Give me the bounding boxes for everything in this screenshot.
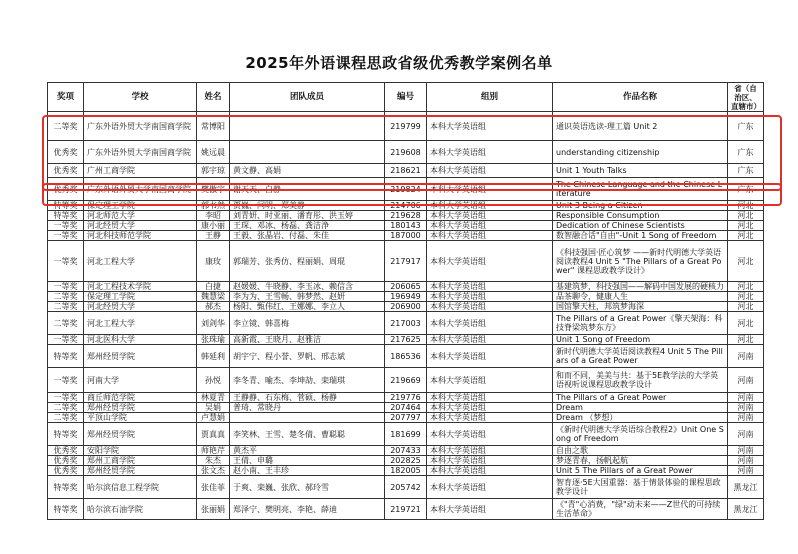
cell-province: 黑龙江 [728, 476, 764, 499]
cell-name: 郭宇琼 [197, 164, 230, 178]
table-row [48, 241, 764, 282]
cell-name: 孙悦 [197, 368, 230, 393]
cell-work: 国馆擎天柱，邦筑梦海深 [553, 302, 728, 312]
cell-id: 202825 [385, 456, 427, 466]
cell-province: 河南 [728, 393, 764, 403]
column-header: 编号 [385, 83, 427, 112]
cell-work: The Pillars of a Great Power [553, 393, 728, 403]
cell-id: 214706 [385, 201, 427, 211]
table-row [48, 393, 764, 403]
cell-school: 河北师范大学 [84, 211, 197, 221]
cell-award: 二等奖 [48, 413, 84, 423]
cell-award: 一等奖 [48, 221, 84, 231]
cell-school: 广东外语外贸大学南国商学院 [84, 112, 197, 141]
cell-school: 河南大学 [84, 368, 197, 393]
cell-group: 本科大学英语组 [427, 302, 553, 312]
cell-name: 魏慧梁 [197, 292, 230, 302]
cell-name: 卢慧娟 [197, 413, 230, 423]
cell-name: 贾真真 [197, 423, 230, 446]
cell-work: 《新时代明德大学英语综合教程2》Unit One Song of Freedom [553, 423, 728, 446]
cell-school: 河北科技师范学院 [84, 231, 197, 241]
cell-province: 广东 [728, 141, 764, 164]
cell-award: 优秀奖 [48, 456, 84, 466]
cell-province: 河北 [728, 282, 764, 292]
award-table [47, 82, 764, 520]
table-row [48, 282, 764, 292]
cell-group: 本科大学英语组 [427, 282, 553, 292]
cell-work: The Chinese Language and the Chinese Literature [553, 178, 728, 201]
cell-name: 康小丽 [197, 221, 230, 231]
cell-award: 一等奖 [48, 393, 84, 403]
cell-work: Dream （梦想） [553, 413, 728, 423]
cell-name: 刘剑华 [197, 312, 230, 335]
cell-award: 特等奖 [48, 499, 84, 520]
cell-award: 二等奖 [48, 403, 84, 413]
table-row [48, 178, 764, 201]
cell-team [230, 112, 385, 141]
cell-school: 安阳学院 [84, 446, 197, 456]
cell-id: 219824 [385, 178, 427, 201]
cell-work: Unit 3 Being a Citizen [553, 201, 728, 211]
cell-work: Unit 1 Song of Freedom [553, 335, 728, 345]
cell-work: 基建筑梦，科技强国——解码中国发展的硬核力 [553, 282, 728, 292]
cell-id: 186536 [385, 345, 427, 368]
cell-team: 普琦、常晓丹 [230, 403, 385, 413]
cell-province: 河南 [728, 456, 764, 466]
cell-award: 优秀奖 [48, 141, 84, 164]
cell-province: 河北 [728, 312, 764, 335]
cell-id: 206065 [385, 282, 427, 292]
cell-award: 二等奖 [48, 112, 84, 141]
cell-school: 哈尔滨信息工程学院 [84, 476, 197, 499]
cell-province: 河北 [728, 241, 764, 282]
cell-id: 219628 [385, 211, 427, 221]
cell-team: 黄文静、高娟 [230, 164, 385, 178]
cell-name: 吴娟 [197, 403, 230, 413]
cell-id: 205742 [385, 476, 427, 499]
cell-team: 郭瑞芳、张秀仿、程丽娟、周琨 [230, 241, 385, 282]
cell-school: 河北工程大学 [84, 241, 197, 282]
table-row [48, 413, 764, 423]
cell-team: 赵媛媛、牛晓静、李玉冰、赖信含 [230, 282, 385, 292]
cell-work: 《"青"心消费，"绿"动未来——Z世代的可持续生活革命》 [553, 499, 728, 520]
cell-name: 王静 [197, 231, 230, 241]
cell-id: 206900 [385, 302, 427, 312]
cell-award: 一等奖 [48, 282, 84, 292]
cell-award: 优秀奖 [48, 164, 84, 178]
cell-school: 哈尔滨石油学院 [84, 499, 197, 520]
cell-work: Responsible Consumption [553, 211, 728, 221]
cell-id: 187000 [385, 231, 427, 241]
cell-group: 本科大学英语组 [427, 413, 553, 423]
table-row [48, 403, 764, 413]
cell-award: 优秀奖 [48, 466, 84, 476]
cell-school: 广东外语外贸大学南国商学院 [84, 178, 197, 201]
cell-school: 广州工商学院 [84, 164, 197, 178]
cell-group: 本科大学英语组 [427, 403, 553, 413]
cell-province: 河南 [728, 345, 764, 368]
table-row [48, 446, 764, 456]
cell-name: 林夏青 [197, 393, 230, 403]
cell-school: 郑州经贸学院 [84, 345, 197, 368]
cell-id: 207797 [385, 413, 427, 423]
cell-work: Dream [553, 403, 728, 413]
cell-team: 郑泽宁、樊明亮、李艳、薛迪 [230, 499, 385, 520]
cell-team [230, 413, 385, 423]
cell-group: 本科大学英语组 [427, 368, 553, 393]
cell-team: 谢天天、白静 [230, 178, 385, 201]
cell-team: 王毅、张晶岩、付磊、朱佳 [230, 231, 385, 241]
cell-name: 郭书然 [197, 201, 230, 211]
cell-name: 姚远晨 [197, 141, 230, 164]
cell-name: 韩延利 [197, 345, 230, 368]
table-row [48, 345, 764, 368]
cell-school: 平顶山学院 [84, 413, 197, 423]
cell-work: Unit 5 The Pillars of a Great Power [553, 466, 728, 476]
cell-work: 数智融合话"自由"-Unit 1 Song of Freedom [553, 231, 728, 241]
cell-work: Dedication of Chinese Scientists [553, 221, 728, 231]
cell-work: 自由之歌 [553, 446, 728, 456]
cell-team: 黄杰平 [230, 446, 385, 456]
cell-province: 广东 [728, 112, 764, 141]
table-row [48, 335, 764, 345]
cell-id: 207433 [385, 446, 427, 456]
table-row [48, 312, 764, 335]
cell-award: 一等奖 [48, 231, 84, 241]
cell-group: 本科大学英语组 [427, 499, 553, 520]
cell-id: 217625 [385, 335, 427, 345]
cell-province: 黑龙江 [728, 499, 764, 520]
cell-group: 本科大学英语组 [427, 178, 553, 201]
cell-id: 217003 [385, 312, 427, 335]
cell-province: 河南 [728, 413, 764, 423]
column-header: 组别 [427, 83, 553, 112]
table-row [48, 466, 764, 476]
cell-group: 本科大学英语组 [427, 466, 553, 476]
cell-team [230, 141, 385, 164]
cell-work: 智育逐·5E大国重器：基于情景体验的课程思政教学设计 [553, 476, 728, 499]
cell-team: 王琛、邓冰、杨磊、龚洁浄 [230, 221, 385, 231]
column-header: 省（自治区、直辖市） [728, 83, 764, 112]
cell-school: 郑州工商学院 [84, 456, 197, 466]
table-row [48, 499, 764, 520]
cell-province: 河北 [728, 211, 764, 221]
cell-group: 本科大学英语组 [427, 241, 553, 282]
cell-school: 郑州经贸学院 [84, 423, 197, 446]
column-header: 作品名称 [553, 83, 728, 112]
cell-group: 本科大学英语组 [427, 456, 553, 466]
cell-province: 广东 [728, 178, 764, 201]
cell-province: 河北 [728, 201, 764, 211]
cell-group: 本科大学英语组 [427, 312, 553, 335]
cell-work: The Pillars of a Great Power《擎天架海：科技脊梁筑梦东方》 [553, 312, 728, 335]
cell-group: 本科大学英语组 [427, 446, 553, 456]
table-row [48, 476, 764, 499]
cell-name: 张丽娟 [197, 499, 230, 520]
table-row [48, 112, 764, 141]
table-row [48, 201, 764, 211]
cell-province: 河北 [728, 221, 764, 231]
cell-name: 常博阳 [197, 112, 230, 141]
cell-school: 郑州经贸学院 [84, 403, 197, 413]
cell-award: 特等奖 [48, 476, 84, 499]
cell-province: 河南 [728, 423, 764, 446]
cell-team: 李立镜、韩喜梅 [230, 312, 385, 335]
cell-name: 康玫 [197, 241, 230, 282]
cell-group: 本科大学英语组 [427, 211, 553, 221]
cell-team: 刘青妍、时亚丽、潘育彤、洪玉婷 [230, 211, 385, 221]
cell-school: 广东外语外贸大学南国商学院 [84, 141, 197, 164]
cell-award: 一等奖 [48, 368, 84, 393]
cell-school: 河北医科大学 [84, 335, 197, 345]
cell-province: 河南 [728, 368, 764, 393]
cell-team: 于爽、栾巍、张欣、郝玲雪 [230, 476, 385, 499]
cell-award: 优秀奖 [48, 178, 84, 201]
cell-team: 王倩、申璐 [230, 456, 385, 466]
cell-id: 219608 [385, 141, 427, 164]
cell-name: 张文杰 [197, 466, 230, 476]
cell-name: 李昭 [197, 211, 230, 221]
cell-name: 郝杰 [197, 302, 230, 312]
cell-province: 河南 [728, 466, 764, 476]
cell-group: 本科大学英语组 [427, 201, 553, 211]
cell-work: 品茶聊令，健康人生 [553, 292, 728, 302]
cell-award: 特等奖 [48, 211, 84, 221]
cell-team: 贾巍、闫明、郑美静 [230, 201, 385, 211]
cell-name: 白捷 [197, 282, 230, 292]
cell-group: 本科大学英语组 [427, 231, 553, 241]
cell-province: 河北 [728, 231, 764, 241]
cell-team: 赵小南、王丰珍 [230, 466, 385, 476]
cell-award: 二等奖 [48, 312, 84, 335]
cell-school: 保定理工学院 [84, 201, 197, 211]
cell-school: 河北经贸大学 [84, 302, 197, 312]
cell-group: 本科大学英语组 [427, 393, 553, 403]
cell-school: 河北工程技术学院 [84, 282, 197, 292]
cell-id: 180143 [385, 221, 427, 231]
cell-province: 河北 [728, 335, 764, 345]
table-body [48, 112, 764, 520]
cell-province: 河南 [728, 403, 764, 413]
cell-team: 杨阳、甄伟红、王娜娜、李立人 [230, 302, 385, 312]
cell-group: 本科大学英语组 [427, 335, 553, 345]
cell-group: 本科大学英语组 [427, 345, 553, 368]
table-row [48, 456, 764, 466]
cell-group: 本科大学英语组 [427, 292, 553, 302]
cell-award: 一等奖 [48, 335, 84, 345]
table-header-row [48, 83, 764, 112]
cell-team: 王静静、石东梅、菅硕、杨静 [230, 393, 385, 403]
cell-work: 新时代明德大学英语阅读教程4 Unit 5 The Pillars of a Great Power [553, 345, 728, 368]
cell-group: 本科大学英语组 [427, 164, 553, 178]
table-row [48, 302, 764, 312]
cell-work: understanding citizenship [553, 141, 728, 164]
cell-award: 特等奖 [48, 423, 84, 446]
cell-id: 181699 [385, 423, 427, 446]
table-row [48, 211, 764, 221]
cell-id: 182005 [385, 466, 427, 476]
cell-team: 高新霞、王晓月、赵雅洁 [230, 335, 385, 345]
table-row [48, 221, 764, 231]
cell-id: 218621 [385, 164, 427, 178]
cell-name: 张珠瑜 [197, 335, 230, 345]
cell-school: 保定理工学院 [84, 292, 197, 302]
table-row [48, 423, 764, 446]
cell-work: Unit 1 Youth Talks [553, 164, 728, 178]
cell-id: 207464 [385, 403, 427, 413]
table-row [48, 292, 764, 302]
cell-work: 通识英语选读-理工篇 Unit 2 [553, 112, 728, 141]
cell-award: 优秀奖 [48, 446, 84, 456]
cell-award: 特等奖 [48, 345, 84, 368]
cell-school: 河北工程大学 [84, 312, 197, 335]
cell-team: 李为为、王雪畅、韩梦然、赵妍 [230, 292, 385, 302]
cell-province: 广东 [728, 164, 764, 178]
column-header: 学校 [84, 83, 197, 112]
table-row [48, 164, 764, 178]
cell-award: 二等奖 [48, 292, 84, 302]
cell-group: 本科大学英语组 [427, 423, 553, 446]
cell-team: 胡宇宁、程小誉、罗帆、邢志斌 [230, 345, 385, 368]
column-header: 姓名 [197, 83, 230, 112]
cell-award: 二等奖 [48, 302, 84, 312]
cell-work: 梦逐青春，扬帆起航 [553, 456, 728, 466]
cell-name: 朱杰 [197, 456, 230, 466]
cell-id: 196949 [385, 292, 427, 302]
cell-province: 河北 [728, 292, 764, 302]
cell-name: 樊傲宇 [197, 178, 230, 201]
cell-team: 李冬青、喻杰、李坤劼、栾瑞琪 [230, 368, 385, 393]
cell-name: 师艳芹 [197, 446, 230, 456]
cell-work: 和而不同，美美与共：基于5E教学法的大学英语视听说课程思政教学设计 [553, 368, 728, 393]
cell-group: 本科大学英语组 [427, 476, 553, 499]
table-row [48, 231, 764, 241]
cell-name: 张佳菲 [197, 476, 230, 499]
cell-id: 219721 [385, 499, 427, 520]
cell-school: 河北经贸大学 [84, 221, 197, 231]
cell-school: 商丘师范学院 [84, 393, 197, 403]
cell-award: 一等奖 [48, 241, 84, 282]
cell-id: 219799 [385, 112, 427, 141]
cell-team: 李笑林、王雪、楚冬倩、曹聪聪 [230, 423, 385, 446]
cell-group: 本科大学英语组 [427, 141, 553, 164]
cell-province: 河北 [728, 302, 764, 312]
cell-school: 郑州经贸学院 [84, 466, 197, 476]
column-header: 奖项 [48, 83, 84, 112]
column-header: 团队成员 [230, 83, 385, 112]
cell-province: 河南 [728, 446, 764, 456]
cell-id: 217917 [385, 241, 427, 282]
cell-award: 特等奖 [48, 201, 84, 211]
cell-work: 《科技强国·匠心筑梦 ——新时代明德大学英语阅读教程4 Unit 5 "The Pillars of a Great Power" 课程思政教学设计》 [553, 241, 728, 282]
table-row [48, 141, 764, 164]
cell-group: 本科大学英语组 [427, 112, 553, 141]
table-row [48, 368, 764, 393]
document-title: 2025年外语课程思政省级优秀教学案例名单 [245, 54, 553, 72]
cell-group: 本科大学英语组 [427, 221, 553, 231]
cell-id: 219776 [385, 393, 427, 403]
cell-id: 219669 [385, 368, 427, 393]
